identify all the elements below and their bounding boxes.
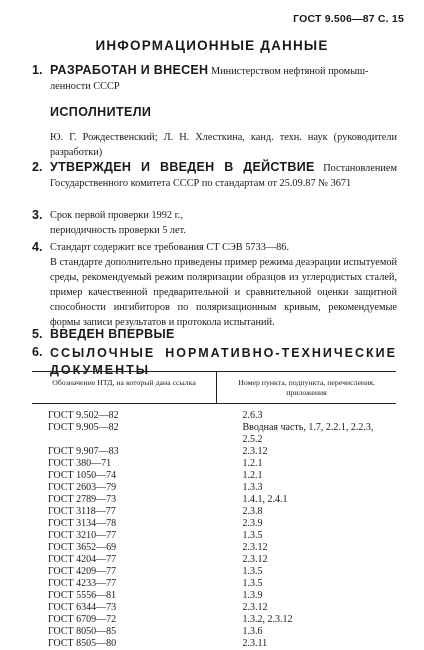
table-row: [32, 506, 396, 518]
table-cell-reference: 1.3.3: [217, 482, 397, 494]
section-2-lead: УТВЕРЖДЕН И ВВЕДЕН В ДЕЙСТВИЕ: [50, 160, 315, 174]
table-cell-document: ГОСТ 9.905—82: [32, 422, 217, 434]
section-3-line1: Срок первой проверки 1992 г.,: [50, 210, 183, 221]
section-1-line2: ленности СССР: [50, 81, 120, 92]
table-cell-reference: 2.3.9: [217, 518, 397, 530]
table-header-document: Обозначение НТД, на который дана ссылка: [32, 372, 217, 404]
table-row: [32, 638, 396, 650]
table-cell-document: ГОСТ 2789—73: [32, 494, 217, 506]
table-cell-reference: 2.3.12: [217, 542, 397, 554]
table-cell-document: ГОСТ 6344—73: [32, 602, 217, 614]
table-cell-reference: 2.3.8: [217, 506, 397, 518]
table-row: [32, 554, 396, 566]
table-row: [32, 482, 396, 494]
table-header-reference: Номер пункта, подпункта, перечисления, приложения: [217, 372, 397, 404]
section-2: [32, 160, 397, 191]
table-cell-reference: 1.3.5: [217, 530, 397, 542]
table-cell-reference: 1.3.5: [217, 578, 397, 590]
table-cell-document: ГОСТ 8505—80: [32, 638, 217, 650]
table-cell-document: ГОСТ 2603—79: [32, 482, 217, 494]
table-cell-reference: Вводная часть, 1.7, 2.2.1, 2.2.3,: [217, 422, 397, 434]
table-cell-reference: 2.6.3: [217, 404, 397, 423]
table-row: [32, 434, 396, 446]
section-6-heading: ССЫЛОЧНЫЕ НОРМАТИВНО-ТЕХНИЧЕСКИЕ ДОКУМЕНТЫ: [50, 345, 397, 379]
section-3-line2: периодичность проверки 5 лет.: [50, 225, 186, 236]
table-row: [32, 566, 396, 578]
section-5-lead: ВВЕДЕН ВПЕРВЫЕ: [50, 327, 397, 342]
table-body: [32, 404, 396, 650]
section-1-number: 1.: [32, 63, 42, 78]
table-cell-document: ГОСТ 4204—77: [32, 554, 217, 566]
table-row: [32, 578, 396, 590]
table-cell-reference: 1.3.5: [217, 566, 397, 578]
section-3-number: 3.: [32, 208, 42, 223]
table-row: [32, 614, 396, 626]
table-row: [32, 422, 396, 434]
section-6-number: 6.: [32, 345, 42, 360]
table-cell-document: ГОСТ 3652—69: [32, 542, 217, 554]
section-2-body: Постановлением Государственного комитета СССР по стандартам от 25.09.87 № 3671: [50, 163, 397, 189]
table-cell-document: ГОСТ 380—71: [32, 458, 217, 470]
section-3: [32, 208, 397, 238]
section-1-text: [50, 63, 397, 94]
table-cell-reference: 1.2.1: [217, 470, 397, 482]
table-cell-reference: 1.4.1, 2.4.1: [217, 494, 397, 506]
section-4-number: 4.: [32, 240, 42, 255]
table-cell-document: ГОСТ 6709—72: [32, 614, 217, 626]
page-header: ГОСТ 9.506—87 С. 15: [293, 13, 404, 25]
executors-text: Ю. Г. Рождественский; Л. Н. Хлесткина, канд. техн. наук (руководители разработки): [50, 130, 397, 160]
table-row: [32, 590, 396, 602]
table-cell-document: ГОСТ 5556—81: [32, 590, 217, 602]
table-cell-reference: 1.3.2, 2.3.12: [217, 614, 397, 626]
section-4-line1: Стандарт содержит все требования СТ СЭВ 5733—86.: [50, 240, 397, 255]
table-row: [32, 602, 396, 614]
table-header-row: [32, 372, 396, 404]
table-row: [32, 626, 396, 638]
section-5: [32, 327, 397, 342]
executors-heading: ИСПОЛНИТЕЛИ: [50, 105, 151, 119]
table-row: [32, 542, 396, 554]
table-cell-reference: 2.3.12: [217, 554, 397, 566]
section-4: [32, 240, 397, 255]
table-cell-document: ГОСТ 9.907—83: [32, 446, 217, 458]
table-cell-document: ГОСТ 8050—85: [32, 626, 217, 638]
table-cell-document: ГОСТ 3118—77: [32, 506, 217, 518]
table-cell-document: [32, 434, 217, 446]
table-cell-document: ГОСТ 4209—77: [32, 566, 217, 578]
table-cell-reference: 2.3.12: [217, 602, 397, 614]
table-cell-document: ГОСТ 4233—77: [32, 578, 217, 590]
table-cell-document: ГОСТ 3134—78: [32, 518, 217, 530]
table-cell-reference: 1.3.9: [217, 590, 397, 602]
table-row: [32, 530, 396, 542]
table-row: [32, 470, 396, 482]
table-cell-reference: 2.3.11: [217, 638, 397, 650]
section-4-paragraph: В стандарте дополнительно приведены пример режима деаэрации испытуемой среды, рекомендуемый режим поляризации образцов из углеродистых сталей, пример качественной предварительной и сравнительной оценки защитной способности ингибиторов по поляризационным кривым, рекомендуемые формы записи результатов и протокола испытаний.: [50, 255, 397, 330]
section-1-line1-tail: Министерством нефтяной промыш-: [211, 66, 369, 77]
table-row: [32, 494, 396, 506]
table-cell-reference: 1.3.6: [217, 626, 397, 638]
section-3-text: [50, 208, 397, 238]
table-cell-reference: 2.3.12: [217, 446, 397, 458]
section-5-number: 5.: [32, 327, 42, 342]
section-2-number: 2.: [32, 160, 42, 175]
table-row: [32, 518, 396, 530]
section-1-lead: РАЗРАБОТАН И ВНЕСЕН: [50, 63, 208, 77]
table-cell-document: ГОСТ 9.502—82: [32, 404, 217, 423]
reference-table: [32, 371, 396, 650]
section-1: [32, 63, 397, 94]
table-row: [32, 404, 396, 423]
table-row: [32, 458, 396, 470]
section-2-text: [50, 160, 397, 191]
table-cell-reference: 2.5.2: [217, 434, 397, 446]
table-cell-reference: 1.2.1: [217, 458, 397, 470]
table-row: [32, 446, 396, 458]
table-cell-document: ГОСТ 1050—74: [32, 470, 217, 482]
document-title: ИНФОРМАЦИОННЫЕ ДАННЫЕ: [0, 38, 424, 53]
table-cell-document: ГОСТ 3210—77: [32, 530, 217, 542]
